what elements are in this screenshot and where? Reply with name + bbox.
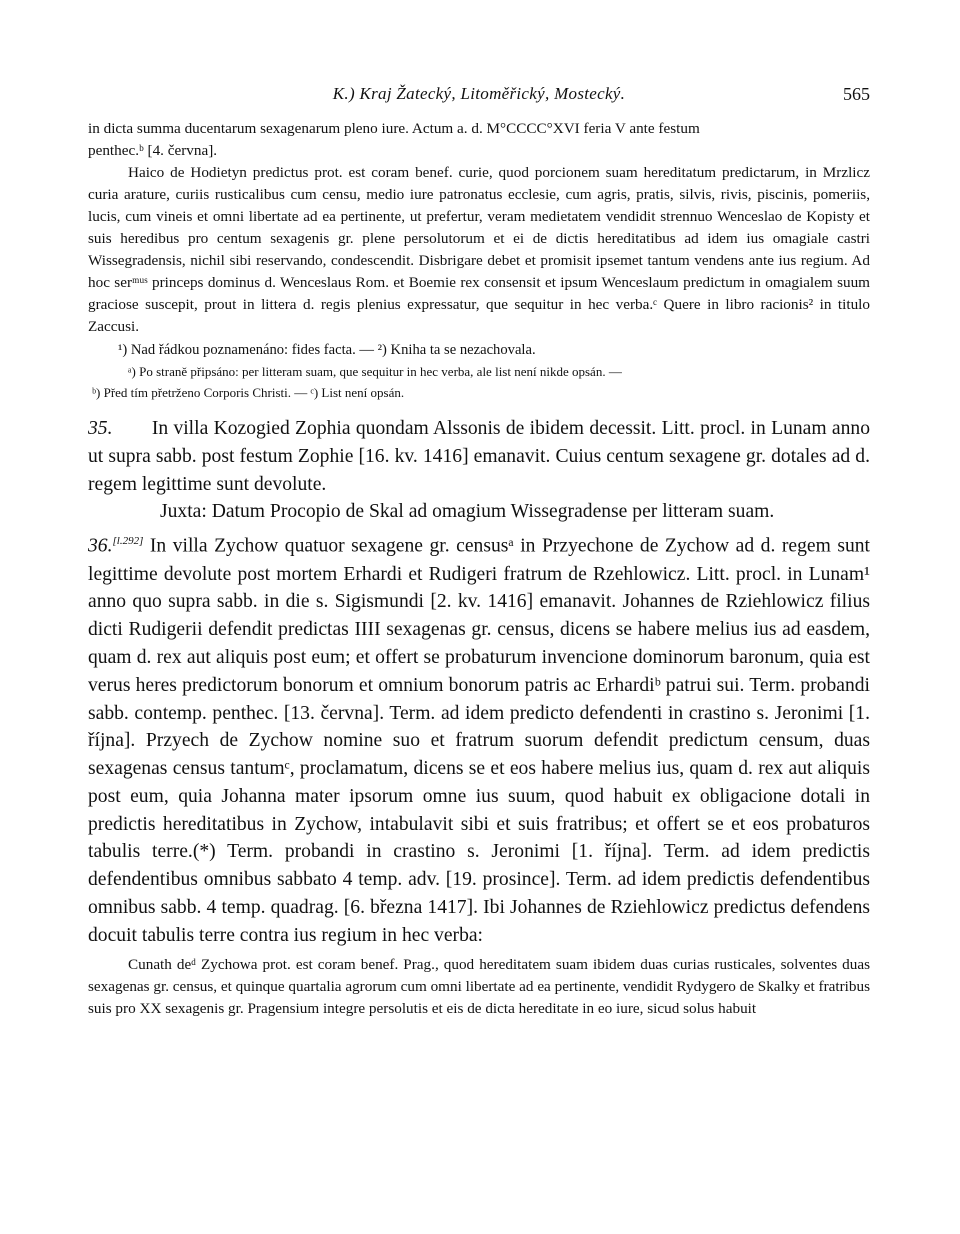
numeric-footnotes: ¹) Nad řádkou poznamenáno: fides facta. — ²) Kniha ta se nezachovala. xyxy=(118,342,536,358)
entry-35 xyxy=(88,415,870,526)
entry-juxta: Juxta: Datum Procopio de Skal ad omagium Wissegradense per litteram suam. xyxy=(160,501,775,523)
quoted-record-text: Cunath deᵈ Zychowa prot. est coram benef. Prag., quod hereditatem suam ibidem duas curias rusticales, solventes duas sexagenas gr. census, et quinque quartalia agrorum cum omni libertate ad ea pertinente, vendidit Rydygero de Skalky et fratribus suis pro XX sexagenis gr. Pragensium integre persolutis et eis de dicta hereditate in eo iure, sicud solus habuit xyxy=(88,955,870,1017)
entry-text: In villa Zychow quatuor sexagene gr. censusᵃ in Przyechone de Zychow ad d. regem sunt legittime devolute post mortem Erhardi et Rudigeri fratrum de Rzehlowicz. Litt. procl. in Lunam¹ anno quo supra sabb. in die s. Sigismundi [2. kv. 1416] emanavit. Johannes de Rziehlowicz filius dicti Rudigerii defendit predictas IIII sexagenas gr. census, dicens se habere melius ius ad easdem, quam d. rex aut aliquis post eum; et offert se probaturum invencione dominorum baronum, quia est verus heres predictorum bonorum et omnium bonorum patris ac Erhardiᵇ patrui sui. Term. probandi sabb. contemp. penthec. [13. června]. Term. ad idem predicto defendenti in crastino s. Jeronimi [1. října]. Przyech de Zychow nomine suo et fratrum suorum defendit predictum censum, duas sexagenas census tantumᶜ, proclamatum, dicens se et eos habere melius ius, quam d. rex aut aliquis post eum, quia Johanna mater ipsorum omne ius suum, quod habuit ex obligacione dotali in predictis hereditatibus in Zychow, intabulavit sibi et suis fratribus; et offert se et eos probaturos tabulis terre.(*) Term. probandi in crastino s. Jeronimi [1. října]. Term. ad idem predictis defendentibus omnibus sabbato 4 temp. adv. [19. prosince]. Term. ad idem predictis defendentibus omnibus sabb. 4 temp. quadrag. [6. března 1417]. Ibi Johannes de Rziehlowicz predictus defendens docuit tabulis terre contra ius regium in hec verba: xyxy=(88,535,870,946)
letter-footnotes xyxy=(88,361,870,403)
entry-number: 35. xyxy=(88,418,113,439)
entry-number: 36. xyxy=(88,535,113,557)
footnote-a: ᵃ) Po straně připsáno: per litteram suam, que sequitur in hec verba, ale list není nikde opsán. — xyxy=(128,364,622,379)
entry-text: In villa Kozogied Zophia quondam Alssonis de ibidem decessit. Litt. procl. in Lunam anno ut supra sabb. post festum Zophie [16. kv. 1416] emanavit. Cuius centum sexagene gr. dotales ad d. regem legittime sunt devolute. xyxy=(88,418,870,495)
record-paragraph: Haico de Hodietyn predictus prot. est coram benef. curie, quod porcionem suam hereditatum predictarum, in Mrzlicz curia arature, curiis rusticalibus cum censu, medio iure patronatus ecclesie, cum agris, pratis, silvis, rivis, piscinis, pomeriis, lucis, cum vineis et omni libertate ad ea pertinente, ut prefertur, veram medietatem vendidit strennuo Wenceslao de Kopisty et suis heredibus pro centum sexagenis gr. plene persolutorum et ei de dictis hereditatibus ad idem ius omagiale castri Wissegradensis, nichil sibi reservando, condescendit. Disbrigare debet et promisit ipsemet tantum vendens ante ius regium. Ad hoc serᵐᵘˢ princeps dominus d. Wenceslaus Rom. et Boemie rex consensit et ipsum Wenceslaum predictum in omagialem suum graciose suscepit, prout in littera d. regis plenius expressatur, que sequitur in hec verba.ᶜ Quere in libro racionis² in titulo Zaccusi. xyxy=(88,164,870,335)
document-page xyxy=(88,78,870,1020)
entry-36 xyxy=(88,528,870,949)
running-title: K.) Kraj Žatecký, Litoměřický, Mostecký. xyxy=(332,84,626,103)
page-number: 565 xyxy=(843,84,870,104)
quoted-record xyxy=(88,954,870,1020)
record-line-2: penthec.ᵇ [4. června]. xyxy=(88,142,218,159)
continued-record xyxy=(88,118,870,338)
record-line-1: in dicta summa ducentarum sexagenarum pleno iure. Actum a. d. M°CCCC°XVI feria V ante festum xyxy=(88,120,700,137)
folio-reference: [l.292] xyxy=(112,535,144,548)
footnote-b-c: ᵇ) Před tím přetrženo Corporis Christi. — ᶜ) List není opsán. xyxy=(92,385,405,400)
page-header xyxy=(88,78,870,118)
